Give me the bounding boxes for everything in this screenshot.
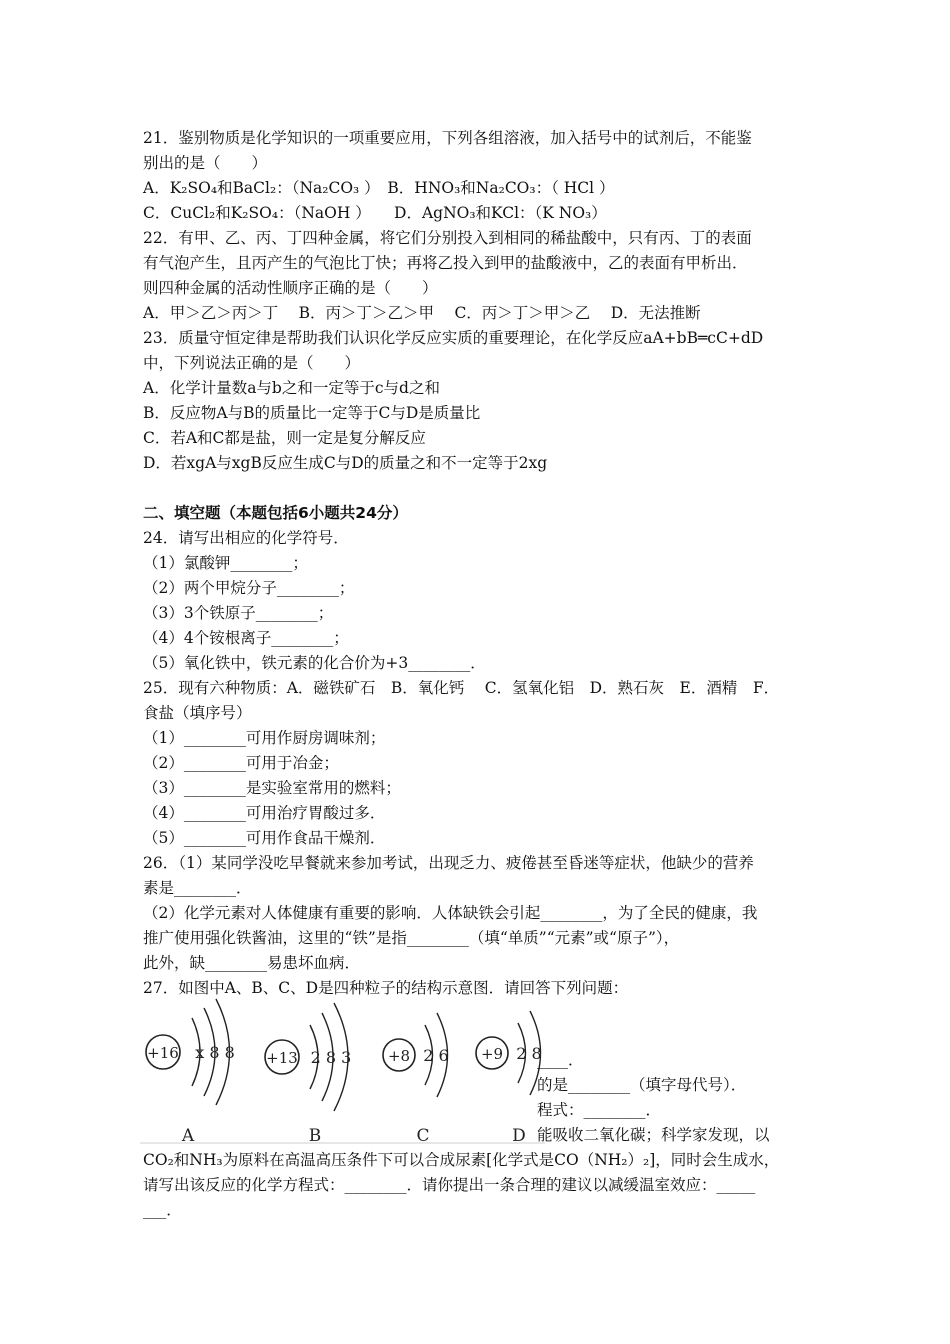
text-line: 26．（1）某同学没吃早餐就来参加考试，出现乏力、疲倦甚至昏迷等症状，他缺少的营养 <box>143 854 754 872</box>
atom-c-nucleus-label: +8 <box>387 1047 411 1065</box>
text-line: （1）________可用作厨房调味剂； <box>143 729 386 747</box>
text-line: 别出的是（ ） <box>143 154 268 172</box>
text-line: 25．现有六种物质：A．磁铁矿石 B．氧化钙 C．氢氧化铝 D．熟石灰 E．酒精 F． <box>143 679 780 697</box>
text-line: C．若A和C都是盐，则一定是复分解反应 <box>143 429 426 447</box>
text-line: A．化学计量数a与b之和一定等于c与d之和 <box>143 379 440 397</box>
atom-d <box>476 1011 542 1146</box>
text-line: （2）化学元素对人体健康有重要的影响．人体缺铁会引起________，为了全民的健康，我 <box>143 904 758 922</box>
atom-c <box>383 1013 449 1146</box>
atom-b-nucleus-label: +13 <box>266 1049 298 1067</box>
text-line: （2）________可用于冶金； <box>143 754 339 772</box>
text-line: 24．请写出相应的化学符号． <box>143 529 349 547</box>
q27-fragment-1: ____． <box>537 1051 584 1069</box>
text-line: （5）________可用作食品干燥剂． <box>143 829 386 847</box>
text-line: （3）________是实验室常用的燃料； <box>143 779 401 797</box>
atom-a <box>146 999 235 1146</box>
atom-d-nucleus-label: +9 <box>480 1045 504 1063</box>
text-line: 中，下列说法正确的是（ ） <box>143 354 361 372</box>
atom-c-shells-label: 2 6 <box>423 1046 449 1065</box>
tail-line-3: ___． <box>143 1201 182 1219</box>
atom-b-shells-label: 2 8 3 <box>310 1048 352 1067</box>
tail-line-2: 请写出该反应的化学方程式：________．请你提出一条合理的建议以减缓温室效应：_____ <box>143 1176 756 1194</box>
text-line: （4）4个铵根离子________； <box>143 629 349 647</box>
q27-fragment-2: 的是________（填字母代号）． <box>537 1076 747 1094</box>
text-line: （2）两个甲烷分子________； <box>143 579 355 597</box>
text-line: 23．质量守恒定律是帮助我们认识化学反应实质的重要理论，在化学反应aA+bB═cC+dD <box>143 329 764 347</box>
text-line: （3）3个铁原子________； <box>143 604 334 622</box>
text-line: 则四种金属的活动性顺序正确的是（ ） <box>143 279 438 297</box>
text-line: （1）氯酸钾________； <box>143 554 308 572</box>
atom-d-shells-label: 2 8 <box>516 1044 542 1063</box>
atom-d-label: D <box>512 1126 526 1146</box>
atom-b <box>265 1003 351 1146</box>
text-line: 食盐（填序号） <box>143 704 252 722</box>
text-line: 有气泡产生，且丙产生的气泡比丁快；再将乙投入到甲的盐酸液中，乙的表面有甲析出． <box>143 254 748 272</box>
text-line: B．反应物A与B的质量比一定等于C与D是质量比 <box>143 404 481 422</box>
text-line: 素是________． <box>143 879 252 897</box>
text-line: （5）氧化铁中，铁元素的化合价为+3________． <box>143 654 486 672</box>
tail-line-1: CO₂和NH₃为原料在高温高压条件下可以合成尿素[化学式是CO（NH₂）₂]，同时会生成水， <box>143 1151 780 1169</box>
text-line: 此外，缺________易患坏血病． <box>143 954 361 972</box>
text-line: 27．如图中A、B、C、D是四种粒子的结构示意图．请回答下列问题： <box>143 979 629 997</box>
atom-a-shells-label: x 8 8 <box>195 1043 235 1062</box>
atom-c-label: C <box>416 1126 430 1146</box>
atom-a-label: A <box>181 1126 195 1146</box>
text-line: 推广使用强化铁酱油，这里的“铁”是指________（填“单质”“元素”或“原子”）， <box>143 929 680 947</box>
q27-fragment-3: 程式：________． <box>537 1101 662 1119</box>
section-heading: 二、填空题（本题包括6小题共24分） <box>143 504 408 522</box>
text-line: 21．鉴别物质是化学知识的一项重要应用，下列各组溶液，加入括号中的试剂后，不能鉴 <box>143 129 752 147</box>
text-line: A．甲＞乙＞丙＞丁 B．丙＞丁＞乙＞甲 C．丙＞丁＞甲＞乙 D．无法推断 <box>143 304 701 322</box>
text-line: 22．有甲、乙、丙、丁四种金属，将它们分别投入到相同的稀盐酸中，只有丙、丁的表面 <box>143 229 752 247</box>
atom-b-label: B <box>308 1126 322 1146</box>
text-line: D．若xgA与xgB反应生成C与D的质量之和不一定等于2xg <box>143 454 548 472</box>
text-line: A．K₂SO₄和BaCl₂：（Na₂CO₃ ） B．HNO₃和Na₂CO₃：（ HCl ） <box>143 179 615 197</box>
atom-a-nucleus-label: +16 <box>147 1044 179 1062</box>
q27-fragment-4: 能吸收二氧化碳；科学家发现，以 <box>537 1126 770 1144</box>
text-line: （4）________可用治疗胃酸过多． <box>143 804 386 822</box>
text-line: C．CuCl₂和K₂SO₄：（NaOH ） D．AgNO₃和KCl：（K NO₃） <box>143 204 607 222</box>
